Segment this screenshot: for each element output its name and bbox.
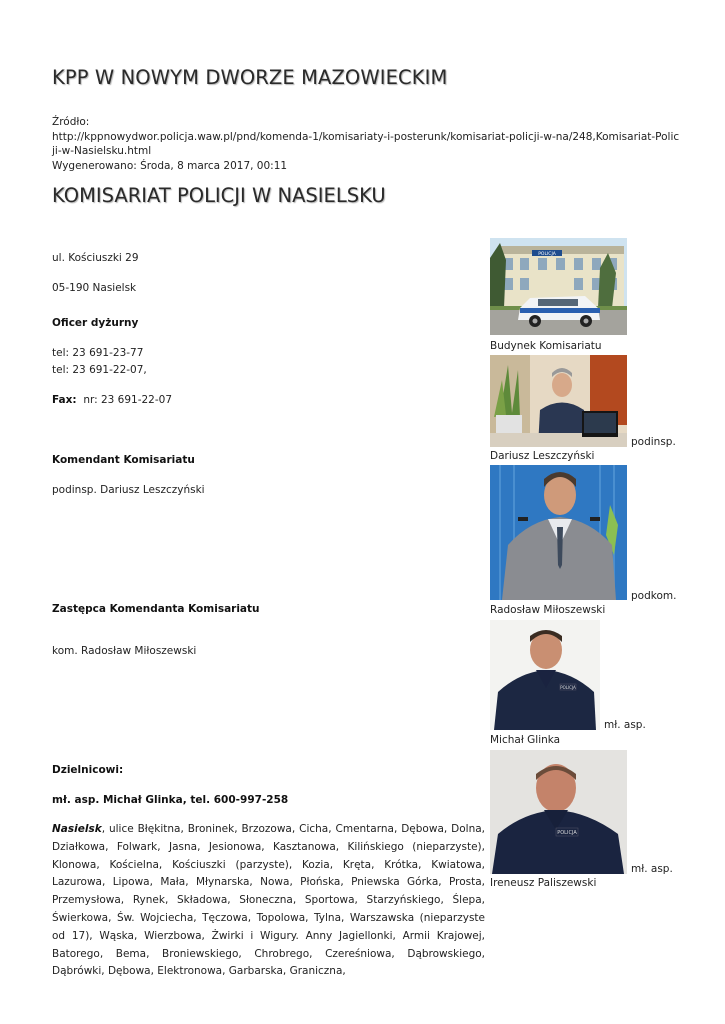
fax-line (52, 394, 172, 406)
fax-label: Fax: (52, 394, 77, 406)
district-officer-2-photo (490, 750, 627, 874)
phone-1: tel: 23 691-23-77 (52, 347, 144, 359)
district-town: Nasielsk (52, 823, 102, 835)
building-caption: Budynek Komisariatu (490, 340, 602, 352)
district-officer-1-name: Michał Glinka (490, 734, 561, 746)
source-label: Źródło: (52, 116, 90, 128)
district-officer-2-name: Ireneusz Paliszewski (490, 877, 597, 889)
address-city: 05-190 Nasielsk (52, 282, 137, 294)
commander-rank: podinsp. (631, 436, 676, 448)
uniform-patch-label-2: POLICJA (557, 830, 577, 836)
commander-name: podinsp. Dariusz Leszczyński (52, 484, 205, 496)
commander-heading: Komendant Komisariatu (52, 454, 195, 466)
district-officer-1-photo (490, 620, 600, 730)
commander-photo-name: Dariusz Leszczyński (490, 450, 595, 462)
phone-2: tel: 23 691-22-07, (52, 364, 147, 376)
district-officer-2-rank: mł. asp. (631, 863, 673, 875)
deputy-photo-name: Radosław Miłoszewski (490, 604, 606, 616)
source-url[interactable]: http://kppnowydwor.policja.waw.pl/pnd/komenda-1/komisariaty-i-posterunk/komisariat-policji-w-na/248,Komisariat-Policji-w-Nasielsku.html (52, 130, 680, 157)
deputy-photo (490, 465, 627, 600)
page-title: KOMISARIAT POLICJI W NASIELSKU (52, 184, 386, 207)
uniform-patch-label-1: POLICJA (560, 685, 576, 690)
deputy-name: kom. Radosław Miłoszewski (52, 645, 197, 657)
address-street: ul. Kościuszki 29 (52, 252, 139, 264)
building-sign-label: POLICJA (538, 252, 556, 257)
district-streets-paragraph (52, 821, 485, 981)
building-photo (490, 238, 627, 335)
district-heading: Dzielnicowi: (52, 764, 124, 776)
fax-value: nr: 23 691-22-07 (83, 394, 173, 406)
deputy-heading: Zastępca Komendanta Komisariatu (52, 603, 260, 615)
district-officer-1-rank: mł. asp. (604, 719, 646, 731)
source-block (52, 115, 682, 173)
district-streets: , ulice Błękitna, Broninek, Brzozowa, Cicha, Cmentarna, Dębowa, Dolna, Działkowa, Folwark, Jasna, Jesionowa, Kasztanowa, Kilińskiego (nieparzyste), Klonowa, Kościelna, Kościuszki (parzyste), Kozia, Kręta, Krótka, Kwiatowa, Lazurowa, Lipowa, Mała, Młynarska, Nowa, Płońska, Pniewska Górka, Prosta, Przemysłowa, Rynek, Składowa, Słoneczna, Sportowa, Starzyńskiego, Ślepa, Świerkowa, Św. Wojciecha, Tęczowa, Topolowa, Tylna, Warszawska (nieparzyste od 17), Wąska, Wierzbowa, Żwirki i Wigury. Anny Jagiellonki, Armii Krajowej, Batorego, Bema, Broniewskiego, Chrobrego, Czereśniowa, Dąbrowskiego, Dąbrówki, Dębowa, Elektronowa, Garbarska, Graniczna, (52, 823, 485, 978)
district-officer: mł. asp. Michał Glinka, tel. 600-997-258 (52, 794, 289, 806)
commander-photo (490, 355, 627, 447)
document-header-title: KPP W NOWYM DWORZE MAZOWIECKIM (52, 66, 448, 89)
generated-date: Wygenerowano: Środa, 8 marca 2017, 00:11 (52, 159, 288, 172)
duty-officer-heading: Oficer dyżurny (52, 317, 139, 329)
deputy-rank: podkom. (631, 590, 677, 602)
